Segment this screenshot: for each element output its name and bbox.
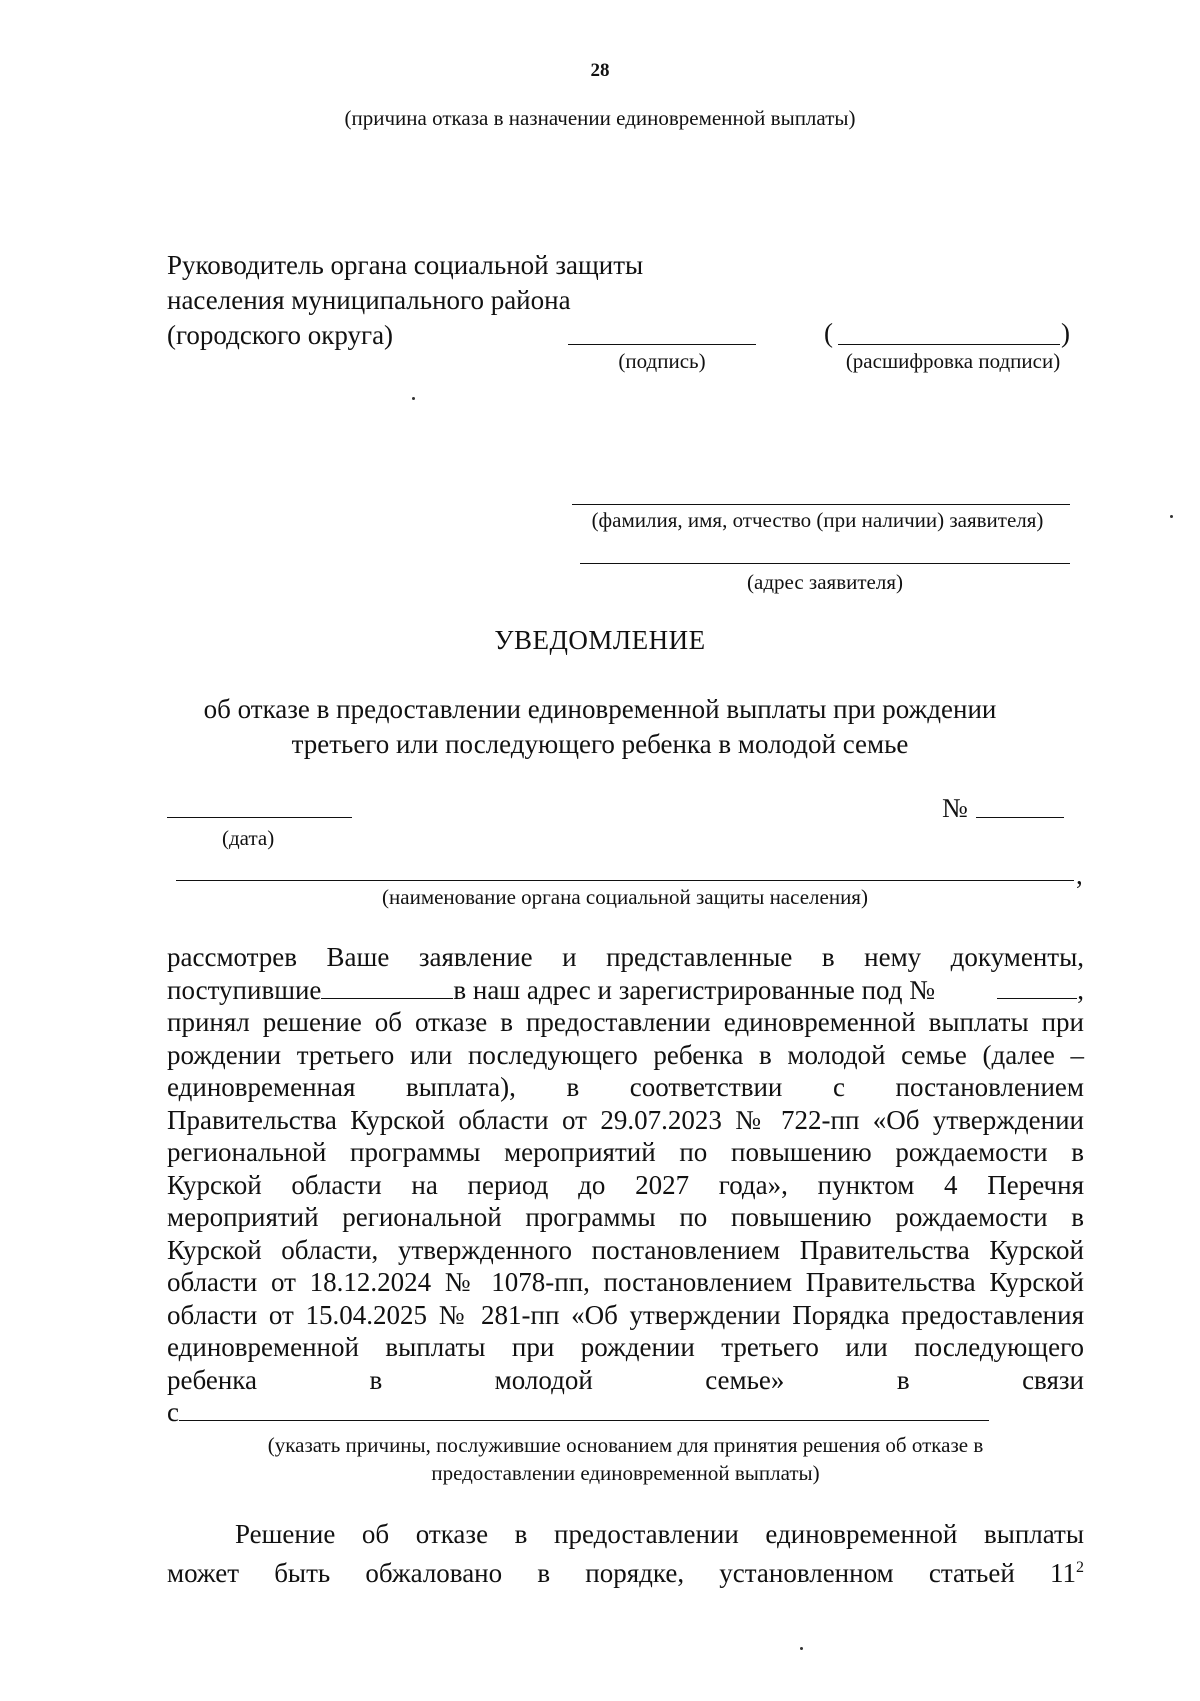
scan-speck xyxy=(412,397,415,400)
body-line: мероприятий региональной программы по повышению рождаемости в xyxy=(167,1202,1084,1232)
body-line: принял решение об отказе в предоставлении единовременной выплаты при xyxy=(167,1007,1084,1037)
received-date-blank xyxy=(321,974,453,999)
article-number: 11 xyxy=(1050,1558,1076,1588)
appeal-paragraph xyxy=(167,1518,1084,1590)
notice-subtitle-line: об отказе в предоставлении единовременной выплаты при рождении xyxy=(203,694,997,724)
reasons-caption xyxy=(167,1431,1084,1487)
head-title-line: (городского округа) xyxy=(167,320,394,350)
registration-comma: , xyxy=(1077,974,1084,1005)
notice-subtitle-line: третьего или последующего ребенка в молодой семье xyxy=(291,729,909,759)
number-sign: № xyxy=(942,793,968,823)
applicant-name-line xyxy=(572,504,1070,505)
refusal-reason-caption: (причина отказа в назначении единовременной выплаты) xyxy=(344,106,856,130)
body-paragraph xyxy=(167,941,1084,1429)
body-line: Курской области на период до 2027 года», пунктом 4 Перечня xyxy=(167,1169,1084,1200)
body-line-received xyxy=(167,974,1084,1007)
registration-number-blank xyxy=(997,974,1077,999)
received-label: поступившие xyxy=(167,974,322,1005)
head-title-line: Руководитель органа социальной защиты xyxy=(167,250,644,280)
body-line: единовременная выплата), в соответствии с постановлением xyxy=(167,1072,1084,1102)
body-line: рассмотрев Ваше заявление и представленные в нему документы, xyxy=(167,942,1084,972)
body-line-reasons xyxy=(167,1396,1084,1429)
decode-line xyxy=(838,344,1060,345)
applicant-address-caption: (адрес заявителя) xyxy=(747,570,903,594)
decode-close-paren: ) xyxy=(1061,318,1070,348)
page-number: 28 xyxy=(590,60,610,81)
appeal-line: Решение об отказе в предоставлении единовременной выплаты xyxy=(235,1519,1084,1549)
body-line: Курской области, утвержденного постановлением Правительства Курской xyxy=(167,1234,1084,1265)
body-line: региональной программы мероприятий по повышению рождаемости в xyxy=(167,1137,1084,1167)
body-line: единовременной выплаты при рождении третьего или последующего xyxy=(167,1332,1084,1362)
scan-speck xyxy=(800,1647,803,1650)
article-superscript: 2 xyxy=(1076,1559,1084,1576)
date-line xyxy=(167,817,352,818)
registered-text: в наш адрес и зарегистрированные под № xyxy=(453,974,935,1005)
body-line: области от 18.12.2024 № 1078-пп, постановлением Правительства Курской xyxy=(167,1267,1084,1297)
body-line: области от 15.04.2025 № 281-пп «Об утверждении Порядка предоставления xyxy=(167,1299,1084,1330)
signature-caption: (подпись) xyxy=(618,349,706,373)
body-line: ребенка в молодой семье» в связи xyxy=(167,1364,1084,1395)
date-caption: (дата) xyxy=(222,826,275,850)
applicant-address-line xyxy=(580,563,1070,564)
organization-line xyxy=(176,880,1074,881)
appeal-line xyxy=(167,1551,1084,1590)
reasons-caption-line: (указать причины, послужившие основанием для принятия решения об отказе в xyxy=(267,1433,984,1457)
organization-caption: (наименование органа социальной защиты населения) xyxy=(382,885,868,909)
reasons-caption-line: предоставлении единовременной выплаты) xyxy=(431,1461,820,1485)
head-title-line: населения муниципального района xyxy=(167,285,571,315)
body-line: Правительства Курской области от 29.07.2023 № 722-пп «Об утверждении xyxy=(167,1104,1084,1135)
organization-comma: , xyxy=(1076,860,1083,890)
appeal-text: может быть обжаловано в порядке, установленном статьей xyxy=(167,1558,1015,1588)
signature-line xyxy=(568,344,756,345)
decode-open-paren: ( xyxy=(824,318,833,348)
number-line xyxy=(976,817,1064,818)
reasons-blank xyxy=(179,1396,989,1421)
decode-caption: (расшифровка подписи) xyxy=(845,349,1061,373)
scan-speck xyxy=(1170,515,1173,518)
reasons-prefix: с xyxy=(167,1397,179,1427)
body-line: рождении третьего или последующего ребенка в молодой семье (далее – xyxy=(167,1039,1084,1070)
applicant-name-caption: (фамилия, имя, отчество (при наличии) заявителя) xyxy=(591,508,1044,532)
head-title xyxy=(167,248,643,353)
notice-title: УВЕДОМЛЕНИЕ xyxy=(494,625,706,655)
notice-subtitle xyxy=(0,692,1200,762)
